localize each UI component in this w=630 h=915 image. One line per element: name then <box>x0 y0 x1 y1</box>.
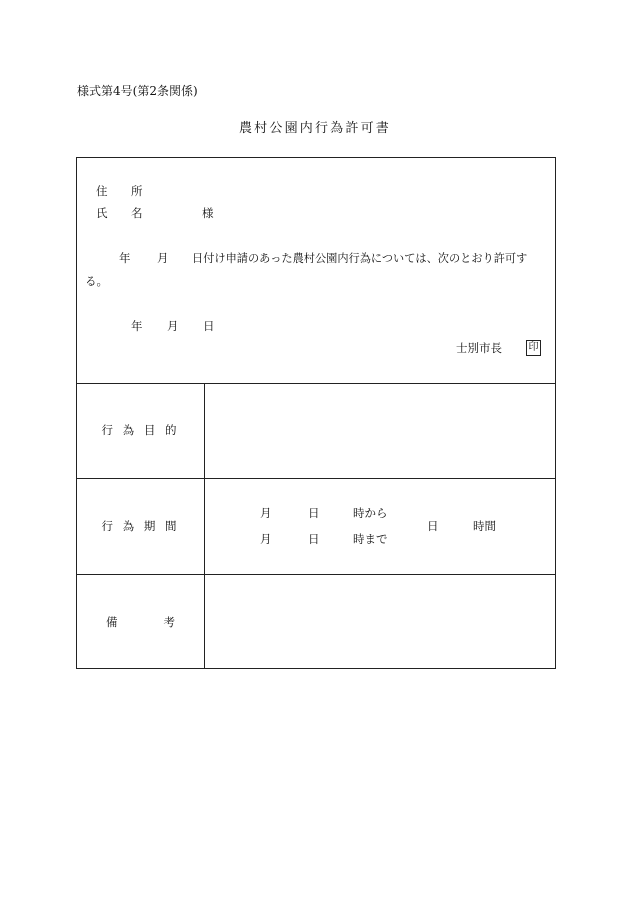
from-day: 日 <box>308 506 320 520</box>
honorific: 様 <box>202 206 214 220</box>
body-text-line2: る。 <box>85 274 108 288</box>
remarks-label: 備 考 <box>106 615 175 629</box>
period-label: 行 為 期 間 <box>101 519 180 533</box>
name-label: 氏 名 <box>96 206 149 220</box>
form-number: 様式第4号(第2条関係) <box>77 84 198 98</box>
purpose-label: 行 為 目 的 <box>101 423 180 437</box>
date-month: 月 <box>167 319 179 333</box>
from-hour: 時から <box>353 506 388 520</box>
issuer: 士別市長 <box>456 341 502 355</box>
row-divider <box>77 478 555 479</box>
to-day: 日 <box>308 532 320 546</box>
date-day: 日 <box>203 319 215 333</box>
duration-hours: 時間 <box>473 519 496 533</box>
body-month: 月 <box>157 251 169 265</box>
body-year: 年 <box>119 251 131 265</box>
form-table <box>76 157 556 669</box>
document-title: 農村公園内行為許可書 <box>238 121 391 136</box>
row-divider <box>77 574 555 575</box>
to-hour: 時まで <box>353 532 388 546</box>
to-month: 月 <box>260 532 272 546</box>
body-text: 日付け申請のあった農村公園内行為については、次のとおり許可す <box>192 252 528 265</box>
row-divider <box>77 383 555 384</box>
column-divider <box>204 383 205 669</box>
address-label: 住 所 <box>96 184 149 198</box>
duration-days: 日 <box>427 519 439 533</box>
date-year: 年 <box>131 319 143 333</box>
from-month: 月 <box>260 506 272 520</box>
seal-mark: 印 <box>526 340 541 356</box>
